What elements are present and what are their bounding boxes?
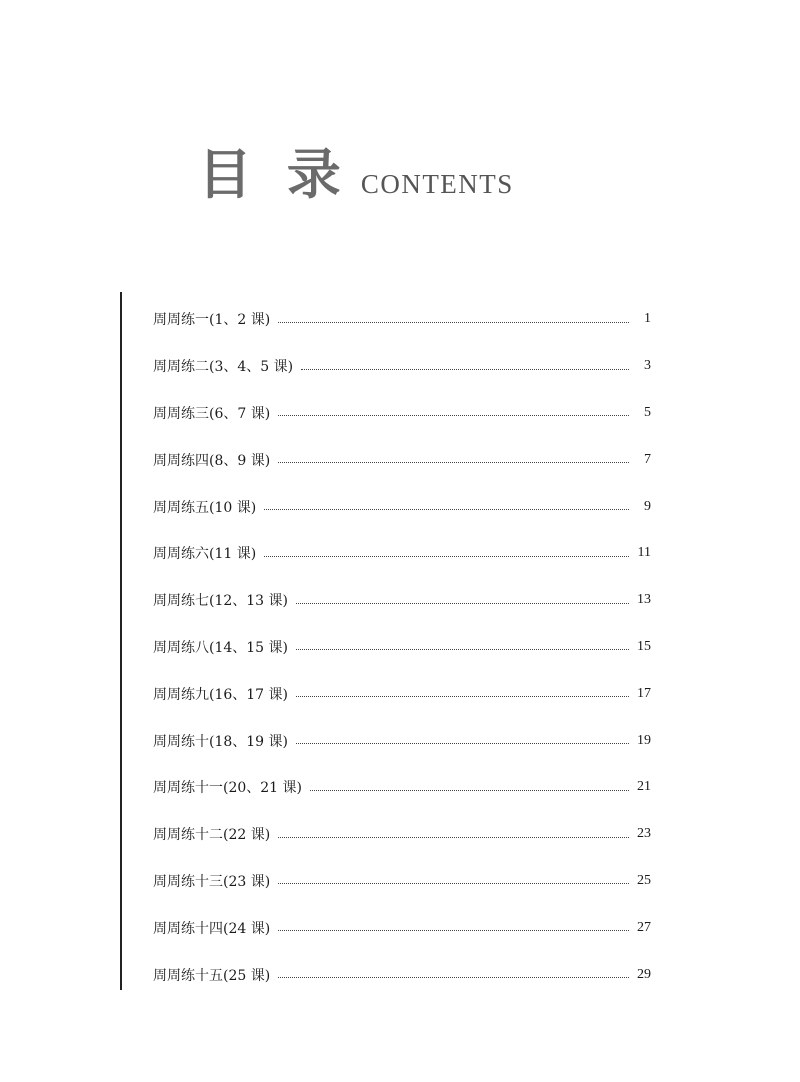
dot-leader: [278, 462, 629, 463]
toc-entry-label: 周周练四(8、9 课): [153, 452, 271, 469]
dot-leader: [278, 837, 629, 838]
toc-entry-label: 周周练一(1、2 课): [153, 312, 271, 329]
toc-entry[interactable]: [153, 530, 651, 577]
toc-entry[interactable]: [153, 624, 651, 671]
toc-entry-page: 27: [637, 919, 651, 935]
toc-entry-label: 周周练十五(25 课): [153, 967, 271, 984]
toc-entry-label: 周周练六(11 课): [153, 546, 257, 563]
toc-entry-page: 29: [637, 966, 651, 982]
vertical-rule: [120, 292, 122, 990]
page-header: [198, 132, 514, 209]
toc-entry-page: 5: [644, 404, 651, 420]
toc-entry-label: 周周练五(10 课): [153, 499, 257, 516]
toc-entry-label: 周周练三(6、7 课): [153, 405, 271, 422]
toc-entry-page: 13: [637, 592, 651, 608]
toc-entry[interactable]: [153, 717, 651, 764]
dot-leader: [278, 322, 629, 323]
toc-entry-page: 25: [637, 872, 651, 888]
toc-entry-label: 周周练十一(20、21 课): [153, 780, 303, 797]
toc-entry[interactable]: [153, 811, 651, 858]
toc-entry-page: 9: [644, 498, 651, 514]
dot-leader: [296, 603, 629, 604]
toc-entry-page: 19: [637, 732, 651, 748]
toc-entry-page: 15: [637, 638, 651, 654]
toc-entry[interactable]: [153, 343, 651, 390]
dot-leader: [264, 509, 629, 510]
toc-entry-label: 周周练十(18、19 课): [153, 733, 289, 750]
toc-entry[interactable]: [153, 483, 651, 530]
toc-entry[interactable]: [153, 436, 651, 483]
table-of-contents: [153, 296, 651, 998]
toc-entry[interactable]: [153, 670, 651, 717]
dot-leader: [296, 743, 629, 744]
dot-leader: [310, 790, 629, 791]
dot-leader: [278, 930, 629, 931]
dot-leader: [296, 649, 629, 650]
toc-entry-label: 周周练七(12、13 课): [153, 593, 289, 610]
dot-leader: [278, 415, 629, 416]
toc-entry-page: 1: [644, 311, 651, 327]
toc-entry[interactable]: [153, 390, 651, 437]
toc-entry-page: 11: [637, 545, 651, 561]
dot-leader: [278, 977, 629, 978]
page-title: 目 录: [198, 143, 349, 206]
page-title-english: CONTENTS: [360, 169, 514, 199]
toc-entry-page: 17: [637, 685, 651, 701]
dot-leader: [301, 369, 629, 370]
toc-entry-page: 7: [644, 451, 651, 467]
toc-entry-label: 周周练八(14、15 课): [153, 639, 289, 656]
toc-entry[interactable]: [153, 858, 651, 905]
toc-entry[interactable]: [153, 904, 651, 951]
toc-entry-page: 3: [644, 358, 651, 374]
toc-entry-page: 21: [637, 779, 651, 795]
dot-leader: [296, 696, 629, 697]
dot-leader: [264, 556, 629, 557]
toc-entry-label: 周周练十四(24 课): [153, 920, 271, 937]
toc-entry[interactable]: [153, 951, 651, 998]
toc-entry[interactable]: [153, 577, 651, 624]
toc-entry[interactable]: [153, 296, 651, 343]
toc-entry[interactable]: [153, 764, 651, 811]
toc-entry-label: 周周练二(3、4、5 课): [153, 359, 294, 376]
toc-entry-label: 周周练十二(22 课): [153, 827, 271, 844]
toc-entry-label: 周周练九(16、17 课): [153, 686, 289, 703]
toc-entry-label: 周周练十三(23 课): [153, 873, 271, 890]
dot-leader: [278, 883, 629, 884]
toc-entry-page: 23: [637, 826, 651, 842]
